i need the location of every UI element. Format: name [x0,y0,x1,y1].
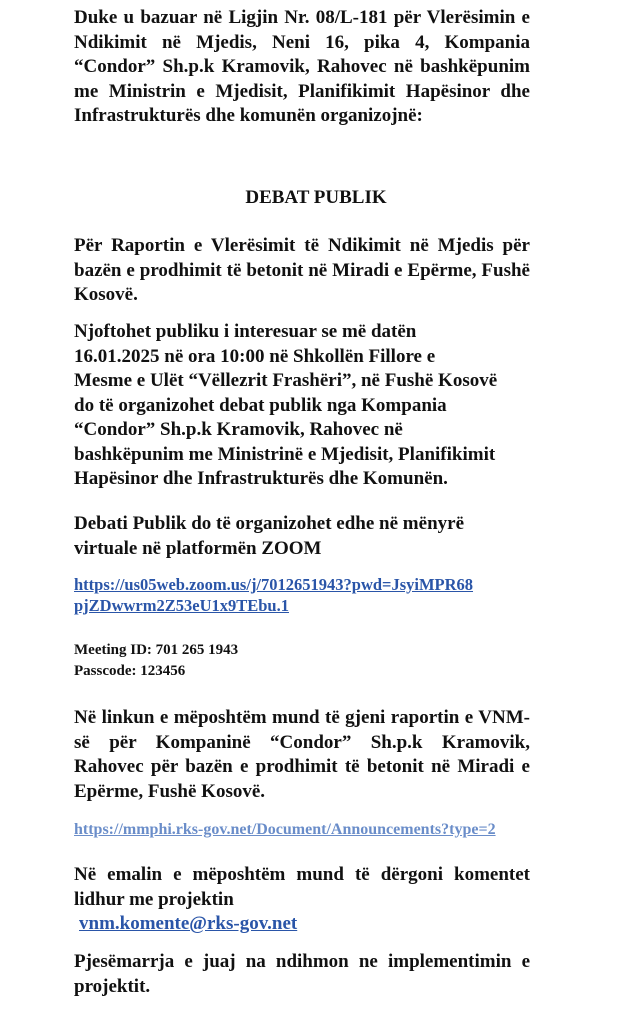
notice-line: 16.01.2025 në ora 10:00 në Shkollën Fillore e [74,345,436,367]
notice-line: bashkëpunim me Ministrinë e Mjedisit, Planifikimit [74,443,496,465]
notice-line: do të organizohet debat publik nga Kompania [74,394,447,416]
notice-line: Hapësinor dhe Infrastrukturës dhe Komunën. [74,468,448,489]
virtual-line: virtuale në platformën ZOOM [74,537,322,559]
meeting-id: Meeting ID: 701 265 1943 [74,642,239,658]
virtual-paragraph [74,512,530,561]
passcode: Passcode: 123456 [74,663,186,679]
closing-paragraph: Pjesëmarrja e juaj na ndihmon ne implementimin e projektit. [74,951,530,997]
link-paragraph: Në linkun e mëposhtëm mund të gjeni raportin e VNM-së për Kompaninë “Condor” Sh.p.k Kramovik, Rahovec për bazën e prodhimit të betonit në Miradi e Epërme, Fushë Kosovë. [74,707,530,802]
intro-paragraph: Duke u bazuar në Ligjin Nr. 08/L-181 për Vlerësimin e Ndikimit në Mjedis, Neni 16, pika 4, Kompania “Condor” Sh.p.k Kramovik, Rahovec në bashkëpunim me Ministrin e Mjedisit, Planifikimit Hapësinor dhe Infrastrukturës dhe komunën organizojnë: [74,7,530,126]
report-paragraph: Për Raportin e Vlerësimit të Ndikimit në Mjedis për bazën e prodhimit të betonit në Miradi e Epërme, Fushë Kosovë. [74,235,530,305]
notice-line: Mesme e Ulët “Vëllezrit Frashëri”, në Fushë Kosovë [74,370,498,391]
email-link[interactable]: vnm.komente@rks-gov.net [79,913,298,934]
notice-line: Njoftohet publiku i interesuar se më datën [74,321,417,342]
announcements-link[interactable]: https://mmphi.rks-gov.net/Document/Announcements?type=2 [74,821,496,838]
zoom-link[interactable]: https://us05web.zoom.us/j/7012651943?pwd=JsyiMPR68pjZDwwrm2Z53eU1x9TEbu.1 [74,575,474,615]
document-title: DEBAT PUBLIK [245,187,387,208]
meeting-details [74,640,530,682]
virtual-line: Debati Publik do të organizohet edhe në mënyrë [74,513,465,534]
notice-line: “Condor” Sh.p.k Kramovik, Rahovec në [74,419,403,440]
email-paragraph: Në emalin e mëposhtëm mund të dërgoni komentet lidhur me projektin [74,864,530,910]
notice-paragraph [74,320,530,492]
